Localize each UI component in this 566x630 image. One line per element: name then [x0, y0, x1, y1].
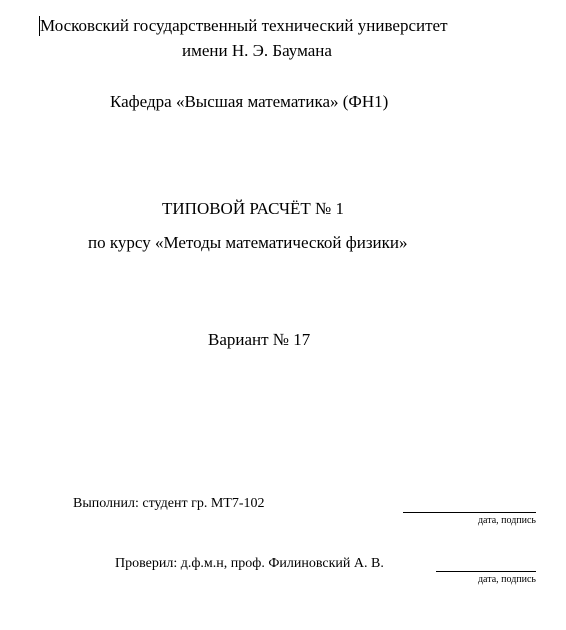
checked-signature-line [436, 571, 536, 572]
department-name: Кафедра «Высшая математика» (ФН1) [110, 92, 389, 111]
performed-signature-caption: дата, подпись [477, 515, 536, 526]
course-name: по курсу «Методы математической физики» [88, 233, 408, 252]
checked-by-text: Проверил: д.ф.м.н, проф. Филиновский А. В. [115, 556, 384, 571]
performed-signature-line [403, 512, 536, 513]
university-name-line2: имени Н. Э. Баумана [182, 41, 332, 60]
checked-signature-caption: дата, подпись [477, 574, 536, 585]
performed-by-text: Выполнил: студент гр. МТ7-102 [73, 496, 265, 511]
university-name-line1: Московский государственный технический университет [40, 16, 448, 35]
variant-number: Вариант № 17 [208, 330, 311, 349]
document-title: ТИПОВОЙ РАСЧЁТ № 1 [162, 199, 345, 218]
